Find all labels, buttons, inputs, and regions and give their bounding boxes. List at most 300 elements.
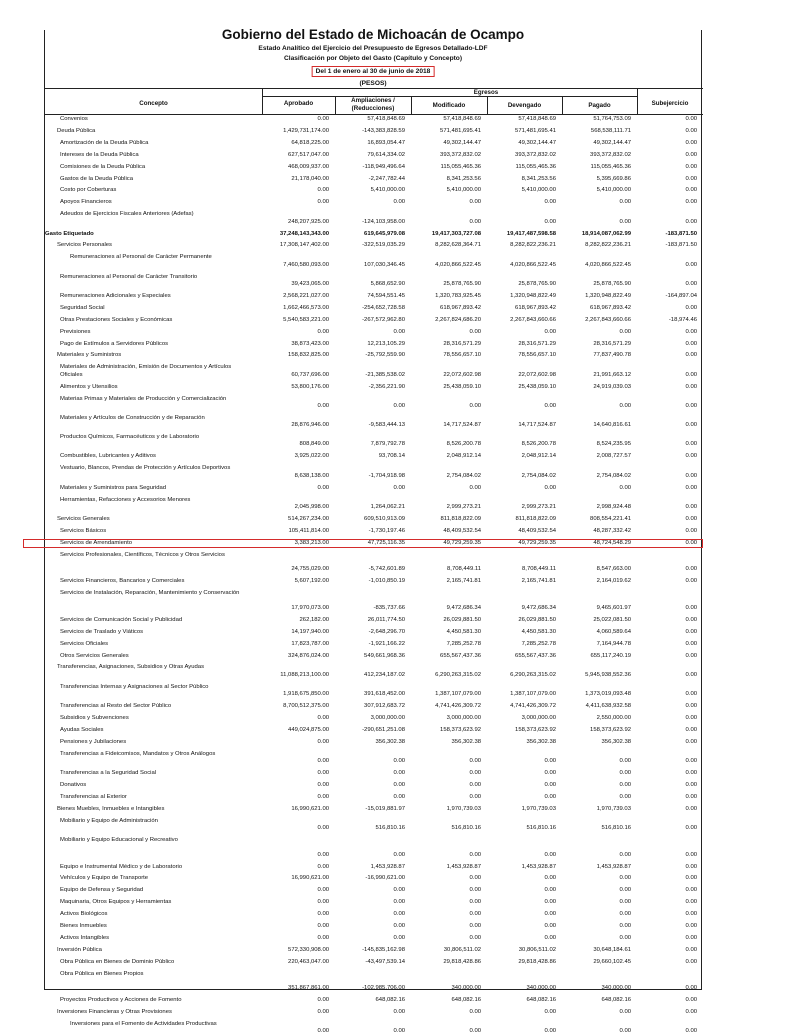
- value-cell-m: 356,302.38: [451, 738, 481, 745]
- value-cell-s: 0.00: [685, 484, 697, 491]
- value-cell-p: 5,395,669.86: [596, 175, 631, 182]
- value-cell-m: 0.00: [469, 757, 481, 764]
- value-cell-m: 4,741,426,309.72: [435, 703, 481, 709]
- value-cell-m: 5,410,000.00: [446, 187, 481, 194]
- value-cell-s: 0.00: [685, 628, 697, 635]
- value-cell-r: 7,879,792.78: [370, 441, 405, 448]
- col-subejercicio: Subejercicio: [651, 100, 689, 107]
- table-row: [45, 629, 701, 636]
- value-cell-d: 1,453,928.87: [521, 863, 556, 870]
- value-cell-d: 0.00: [544, 923, 556, 929]
- value-cell-r: 1,264,062.21: [370, 503, 405, 510]
- value-cell-a: 0.00: [317, 484, 329, 491]
- value-cell-p: 5,410,000.00: [596, 187, 631, 194]
- value-cell-m: 1,387,107,079.00: [435, 691, 481, 698]
- value-cell-s: 0.00: [685, 218, 697, 225]
- value-cell-d: 0.00: [544, 781, 556, 788]
- value-cell-s: 0.00: [685, 738, 697, 745]
- table-row: [45, 911, 701, 918]
- value-cell-m: 393,372,832.02: [440, 151, 481, 158]
- value-cell-s: 0.00: [685, 851, 697, 858]
- value-cell-d: 8,708,449.11: [522, 566, 556, 573]
- table-row: [45, 364, 701, 379]
- value-cell-m: 0.00: [469, 899, 481, 906]
- concepto-cell: Materiales y Suministros: [57, 352, 122, 359]
- table-row: [45, 116, 701, 123]
- value-cell-a: 0.00: [317, 199, 329, 206]
- value-cell-d: 30,806,511.02: [518, 946, 556, 953]
- value-cell-p: 356,302.38: [601, 738, 631, 745]
- value-cell-a: 38,873,423.00: [291, 340, 329, 347]
- value-cell-p: 2,550,000.00: [596, 714, 631, 721]
- value-cell-r: 12,213,105.29: [367, 340, 405, 347]
- value-cell-p: 51,764,753.09: [593, 116, 631, 122]
- value-cell-s: 0.00: [685, 997, 697, 1004]
- table-row: [45, 864, 701, 871]
- value-cell-r: 57,418,848.69: [367, 116, 405, 122]
- value-cell-p: 0.00: [619, 199, 631, 206]
- value-cell-d: 6,290,263,315.02: [510, 671, 556, 678]
- value-cell-p: 1,453,928.87: [596, 863, 631, 870]
- value-cell-a: 2,568,221,027.00: [283, 292, 329, 299]
- col-aprobado: Aprobado: [283, 100, 314, 107]
- value-cell-d: 8,341,253.56: [521, 175, 556, 182]
- value-cell-m: 4,020,866,522.45: [435, 261, 481, 268]
- concepto-cell: Servicios Profesionales, Científicos, Técnicos y Otros Servicios: [60, 551, 225, 558]
- concepto-cell: Bienes Inmuebles: [60, 923, 107, 929]
- value-cell-d: 28,316,571.29: [518, 340, 556, 347]
- value-cell-a: 39,423,065.00: [291, 280, 329, 287]
- value-cell-m: 8,282,628,364.71: [435, 242, 481, 249]
- concepto-cell: Materiales y Artículos de Construcción y de Reparación: [60, 414, 205, 421]
- value-cell-m: 19,417,303,727.08: [431, 230, 481, 237]
- value-cell-p: 0.00: [619, 911, 631, 918]
- concepto-cell: Equipo e Instrumental Médico y de Laboratorio: [60, 863, 183, 870]
- value-cell-m: 2,267,824,686.20: [435, 316, 481, 323]
- value-cell-d: 9,472,686.34: [521, 604, 556, 611]
- value-cell-m: 25,438,059.10: [443, 383, 481, 390]
- value-cell-m: 7,285,252.78: [446, 640, 481, 647]
- concepto-cell: Adeudos de Ejercicios Fiscales Anteriores (Adefas): [60, 211, 194, 218]
- value-cell-s: 0.00: [685, 714, 697, 721]
- value-cell-r: 0.00: [393, 757, 405, 764]
- value-cell-s: -164,897.04: [665, 292, 697, 299]
- value-cell-p: 2,998,924.48: [596, 503, 631, 510]
- value-cell-d: 115,055,465.36: [515, 163, 556, 170]
- value-cell-r: 3,000,000.00: [370, 714, 405, 721]
- concepto-cell: Mobiliario y Equipo Educacional y Recreativo: [60, 836, 178, 843]
- value-cell-a: 808,849.00: [299, 441, 329, 448]
- concepto-cell: Remuneraciones al Personal de Carácter Permanente: [70, 254, 212, 261]
- value-cell-d: 14,717,524.87: [518, 422, 556, 429]
- value-cell-p: 1,373,019,093.48: [585, 691, 631, 698]
- value-cell-p: 0.00: [619, 328, 631, 335]
- value-cell-a: 3,925,022.00: [294, 453, 329, 460]
- concepto-cell: Otras Prestaciones Sociales y Económicas: [60, 316, 173, 323]
- value-cell-d: 19,417,487,598.58: [506, 230, 556, 237]
- value-cell-r: 0.00: [393, 911, 405, 918]
- value-cell-d: 0.00: [544, 899, 556, 906]
- value-cell-m: 2,048,912.14: [446, 453, 481, 460]
- value-cell-a: 16,990,621.00: [291, 875, 329, 882]
- value-cell-a: 5,540,583,221.00: [283, 316, 329, 323]
- value-cell-p: 5,945,938,552.36: [585, 671, 631, 678]
- value-cell-r: 26,011,774.50: [367, 616, 405, 623]
- value-cell-p: 4,060,589.64: [596, 628, 631, 635]
- value-cell-a: 53,800,176.00: [291, 383, 329, 390]
- value-cell-m: 3,000,000.00: [446, 714, 481, 721]
- concepto-cell: Gasto Etiquetado: [45, 230, 94, 237]
- concepto-cell: Transferencias a la Seguridad Social: [60, 769, 157, 776]
- value-cell-m: 48,409,532.54: [443, 527, 481, 534]
- value-cell-s: 0.00: [685, 875, 697, 882]
- col-ampliaciones-label: Ampliaciones /: [351, 97, 395, 104]
- table-row: [45, 947, 701, 954]
- concepto-cell: Transferencias a Fideicomisos, Mandatos y Otros Análogos: [60, 750, 216, 757]
- value-cell-s: 0.00: [685, 578, 697, 585]
- table-row: [45, 971, 701, 993]
- value-cell-p: 2,164,019.62: [596, 578, 631, 585]
- value-cell-r: 549,661,968.36: [364, 652, 405, 659]
- report-subtitle: Estado Analítico del Ejercicio del Presupuesto de Egresos Detallado-LDF: [258, 45, 488, 52]
- value-cell-r: 391,618,452.00: [364, 691, 405, 698]
- value-cell-s: 0.00: [685, 1009, 697, 1016]
- value-cell-r: 0.00: [393, 899, 405, 906]
- col-reducciones-label: (Reducciones): [351, 104, 395, 112]
- value-cell-d: 393,372,832.02: [515, 151, 556, 158]
- value-cell-s: 0.00: [685, 527, 697, 534]
- table-row: [45, 176, 701, 183]
- value-cell-m: 1,320,783,925.45: [435, 292, 481, 299]
- concepto-cell: Servicios de Arrendamiento: [60, 539, 133, 546]
- value-cell-s: 0.00: [685, 127, 697, 134]
- value-cell-m: 49,302,144.47: [443, 139, 481, 146]
- value-cell-r: -16,990,621.00: [365, 875, 405, 882]
- table-row: [45, 794, 701, 801]
- value-cell-p: 25,022,081.50: [593, 616, 631, 623]
- table-row: [45, 818, 701, 833]
- value-cell-s: 0.00: [685, 703, 697, 709]
- value-cell-r: 0.00: [393, 328, 405, 335]
- value-cell-r: -43,497,539.14: [365, 958, 405, 965]
- value-cell-a: 0.00: [317, 402, 329, 409]
- concepto-cell: Combustibles, Lubricantes y Aditivos: [60, 453, 156, 460]
- value-cell-d: 0.00: [544, 328, 556, 335]
- table-row: [45, 254, 701, 269]
- value-cell-p: 0.00: [619, 781, 631, 788]
- value-cell-p: 48,287,332.42: [593, 527, 631, 534]
- value-cell-r: 93,708.14: [378, 453, 405, 460]
- value-cell-p: 0.00: [619, 1009, 631, 1016]
- concepto-cell: Proyectos Productivos y Acciones de Fomento: [60, 997, 182, 1004]
- value-cell-r: 16,893,054.47: [367, 139, 405, 146]
- value-cell-m: 0.00: [469, 199, 481, 206]
- value-cell-a: 16,990,621.00: [291, 805, 329, 812]
- value-cell-s: 0.00: [685, 566, 697, 573]
- value-cell-r: 0.00: [393, 934, 405, 941]
- concepto-cell: Transferencias al Exterior: [60, 793, 127, 800]
- report-period: Del 1 de enero al 30 de junio de 2018: [312, 66, 435, 77]
- value-cell-a: 11,088,213,100.00: [280, 671, 329, 678]
- value-cell-s: 0.00: [685, 383, 697, 390]
- table-row: [45, 384, 701, 391]
- table-row: [45, 516, 701, 523]
- value-cell-d: 618,967,893.42: [515, 304, 556, 311]
- value-cell-r: 648,082.16: [375, 997, 405, 1004]
- value-cell-r: 1,453,928.87: [370, 863, 405, 870]
- concepto-cell: Remuneraciones al Personal de Carácter Transitorio: [60, 273, 198, 280]
- col-ampliaciones: [335, 97, 411, 112]
- value-cell-p: 0.00: [619, 757, 631, 764]
- value-cell-r: -2,247,782.44: [368, 175, 405, 182]
- value-cell-r: 47,725,116.35: [367, 539, 405, 546]
- value-cell-p: 18,914,087,062.99: [581, 230, 631, 237]
- value-cell-m: 0.00: [469, 402, 481, 409]
- value-cell-s: 0.00: [685, 671, 697, 678]
- table-row: [45, 152, 701, 159]
- value-cell-r: -118,949,496.64: [362, 163, 405, 170]
- table-row: [45, 396, 701, 411]
- value-cell-r: -15,019,881.97: [365, 805, 405, 812]
- value-cell-d: 0.00: [544, 875, 556, 882]
- concepto-cell: Transferencias al Resto del Sector Público: [60, 703, 172, 709]
- value-cell-p: 0.00: [619, 218, 631, 225]
- table-row: [45, 211, 701, 226]
- col-modificado: Modificado: [432, 102, 466, 109]
- value-cell-a: 449,024,875.00: [288, 726, 329, 733]
- value-cell-a: 220,463,047.00: [288, 958, 329, 965]
- value-cell-r: 412,234,187.02: [364, 671, 405, 678]
- value-cell-p: 393,372,832.02: [590, 151, 631, 158]
- table-row: [45, 231, 701, 238]
- value-cell-s: 0.00: [685, 616, 697, 623]
- concepto-cell: Vehículos y Equipo de Transporte: [60, 875, 149, 882]
- value-cell-m: 8,526,200.78: [446, 441, 481, 448]
- value-cell-d: 48,409,532.54: [518, 527, 556, 534]
- value-cell-r: 79,614,334.02: [367, 151, 405, 158]
- value-cell-s: 0.00: [685, 887, 697, 894]
- table-row: [45, 187, 701, 194]
- value-cell-s: 0.00: [685, 175, 697, 182]
- table-row: [45, 997, 701, 1004]
- table-row: [45, 703, 701, 710]
- concepto-cell: Costo por Coberturas: [60, 187, 117, 194]
- value-cell-a: 0.00: [317, 116, 329, 122]
- value-cell-s: -183,871.50: [665, 242, 697, 249]
- value-cell-a: 0.00: [317, 738, 329, 745]
- value-cell-m: 648,082.16: [451, 997, 481, 1004]
- concepto-cell: Activos Intangibles: [60, 934, 110, 941]
- value-cell-s: -18,974.46: [668, 316, 697, 323]
- value-cell-m: 22,072,602.98: [443, 371, 481, 378]
- value-cell-r: 307,912,683.72: [364, 703, 405, 709]
- value-cell-d: 4,741,426,309.72: [510, 703, 556, 709]
- value-cell-s: 0.00: [685, 503, 697, 510]
- value-cell-a: 8,700,512,375.00: [283, 703, 329, 709]
- value-cell-a: 17,308,147,402.00: [279, 242, 329, 249]
- value-cell-d: 1,970,739.03: [521, 805, 556, 812]
- value-cell-m: 0.00: [469, 793, 481, 800]
- value-cell-a: 468,009,937.00: [288, 163, 329, 170]
- table-row: [45, 317, 701, 324]
- concepto-cell: Servicios Generales: [57, 515, 110, 522]
- value-cell-p: 516,810.16: [601, 824, 631, 831]
- concepto-cell: Servicios Personales: [57, 242, 113, 249]
- value-cell-m: 30,806,511.02: [443, 946, 481, 953]
- value-cell-m: 0.00: [469, 875, 481, 882]
- value-cell-a: 0.00: [317, 934, 329, 941]
- value-cell-r: -102,985,706.00: [362, 985, 405, 992]
- value-cell-d: 158,373,623.92: [515, 726, 556, 733]
- value-cell-m: 57,418,848.69: [443, 116, 481, 122]
- value-cell-s: 0.00: [685, 769, 697, 776]
- concepto-cell: Maquinaria, Otros Equipos y Herramientas: [60, 899, 172, 906]
- value-cell-p: 0.00: [619, 934, 631, 941]
- table-row: [45, 590, 701, 612]
- value-cell-d: 0.00: [544, 934, 556, 941]
- table-row: [45, 739, 701, 746]
- value-cell-m: 1,970,739.03: [446, 805, 481, 812]
- value-cell-s: 0.00: [685, 757, 697, 764]
- report-units: (PESOS): [359, 80, 387, 87]
- value-cell-s: 0.00: [685, 163, 697, 170]
- value-cell-p: 568,538,111.71: [590, 127, 631, 134]
- value-cell-s: 0.00: [685, 539, 697, 546]
- value-cell-a: 0.00: [317, 793, 329, 800]
- value-cell-p: 14,640,816.61: [593, 422, 631, 429]
- table-row: [45, 329, 701, 336]
- value-cell-d: 7,285,252.78: [521, 640, 556, 647]
- table-row: [45, 806, 701, 813]
- value-cell-r: -145,835,162.98: [362, 946, 405, 953]
- value-cell-r: -2,356,221.90: [368, 383, 405, 390]
- value-cell-p: 8,282,822,236.21: [585, 242, 631, 249]
- value-cell-a: 0.00: [317, 887, 329, 894]
- value-cell-d: 571,481,695.41: [515, 127, 556, 134]
- value-cell-p: 21,991,663.12: [593, 371, 631, 378]
- value-cell-m: 28,316,571.29: [443, 340, 481, 347]
- table-row: [45, 875, 701, 882]
- value-cell-s: 0.00: [685, 923, 697, 929]
- value-cell-a: 0.00: [317, 997, 329, 1004]
- value-cell-p: 0.00: [619, 899, 631, 906]
- value-cell-r: -1,921,166.22: [368, 640, 405, 647]
- value-cell-s: 0.00: [685, 371, 697, 378]
- concepto-cell: Intereses de la Deuda Pública: [60, 151, 139, 158]
- value-cell-m: 1,453,928.87: [446, 863, 481, 870]
- value-cell-p: 28,316,571.29: [593, 340, 631, 347]
- table-row: [45, 497, 701, 512]
- table-row: [45, 641, 701, 648]
- concepto-cell: Convenios: [60, 116, 88, 122]
- value-cell-a: 0.00: [317, 899, 329, 906]
- value-cell-d: 4,020,866,522.45: [510, 261, 556, 268]
- value-cell-m: 571,481,695.41: [440, 127, 481, 134]
- value-cell-s: 0.00: [685, 515, 697, 522]
- value-cell-s: 0.00: [685, 793, 697, 800]
- value-cell-p: 0.00: [619, 402, 631, 409]
- value-cell-r: 609,510,913.09: [364, 515, 405, 522]
- value-cell-p: 48,724,548.29: [593, 539, 631, 546]
- value-cell-m: 115,055,465.36: [440, 163, 481, 170]
- value-cell-a: 8,638,138.00: [294, 472, 329, 479]
- table-row: [45, 887, 701, 894]
- value-cell-p: 158,373,623.92: [590, 726, 631, 733]
- value-cell-s: 0.00: [685, 139, 697, 146]
- value-cell-r: 0.00: [393, 484, 405, 491]
- value-cell-m: 2,165,741.81: [446, 578, 481, 585]
- value-cell-p: 25,878,765.90: [593, 280, 631, 287]
- value-cell-s: 0.00: [685, 640, 697, 647]
- value-cell-m: 811,818,822.09: [440, 515, 481, 522]
- value-cell-r: 0.00: [393, 402, 405, 409]
- concepto-cell: Donativos: [60, 781, 87, 788]
- value-cell-r: -2,648,296.70: [368, 628, 405, 635]
- value-cell-a: 627,517,047.00: [288, 151, 329, 158]
- value-cell-p: 648,082.16: [601, 997, 631, 1004]
- value-cell-p: 24,919,039.03: [593, 383, 631, 390]
- value-cell-s: 0.00: [685, 261, 697, 268]
- concepto-cell: Inversión Pública: [57, 946, 102, 953]
- value-cell-r: 356,302.38: [375, 738, 405, 745]
- concepto-cell: Comisiones de la Deuda Pública: [60, 163, 146, 170]
- value-cell-r: -5,742,601.89: [368, 566, 405, 573]
- value-cell-r: -1,704,918.98: [368, 472, 405, 479]
- table-row: [45, 578, 701, 585]
- value-cell-a: 60,737,696.00: [291, 371, 329, 378]
- value-cell-d: 0.00: [544, 851, 556, 858]
- value-cell-r: 619,645,979.08: [364, 230, 405, 237]
- value-cell-d: 0.00: [544, 1028, 556, 1035]
- value-cell-m: 0.00: [469, 781, 481, 788]
- value-cell-a: 3,383,213.00: [294, 539, 329, 546]
- col-concepto: Concepto: [139, 100, 168, 107]
- table-row: [45, 434, 701, 449]
- concepto-cell: Herramientas, Refacciones y Accesorios Menores: [60, 496, 191, 503]
- concepto-cell: Servicios de Traslado y Viáticos: [60, 628, 144, 635]
- concepto-cell: Deuda Pública: [57, 127, 96, 134]
- table-row: [45, 653, 701, 660]
- value-cell-d: 8,526,200.78: [521, 441, 556, 448]
- value-cell-r: 0.00: [393, 199, 405, 206]
- table-row: [45, 352, 701, 359]
- concepto-cell: Obra Pública en Bienes de Dominio Público: [60, 958, 175, 965]
- table-row: [45, 899, 701, 906]
- value-cell-s: 0.00: [685, 899, 697, 906]
- value-cell-d: 78,556,657.10: [518, 352, 556, 359]
- concepto-cell: Productos Químicos, Farmacéuticos y de Laboratorio: [60, 434, 200, 441]
- value-cell-r: -254,652,728.58: [362, 304, 405, 311]
- value-cell-m: 9,472,686.34: [446, 604, 481, 611]
- table-row: [45, 274, 701, 289]
- value-cell-m: 0.00: [469, 328, 481, 335]
- table-row: [45, 727, 701, 734]
- value-cell-r: 74,594,551.45: [367, 292, 405, 299]
- value-cell-a: 64,818,225.00: [291, 139, 329, 146]
- value-cell-p: 115,055,465.36: [590, 163, 631, 170]
- value-cell-s: 0.00: [685, 199, 697, 206]
- value-cell-d: 0.00: [544, 911, 556, 918]
- concepto-cell: Gastos de la Deuda Pública: [60, 175, 134, 182]
- concepto-cell: Inversiones para el Fomento de Actividades Productivas: [70, 1021, 217, 1028]
- value-cell-m: 0.00: [469, 851, 481, 858]
- value-cell-s: 0.00: [685, 304, 697, 311]
- value-cell-d: 1,387,107,079.00: [510, 691, 556, 698]
- value-cell-p: 8,547,663.00: [596, 566, 631, 573]
- concepto-cell: Servicios de Instalación, Reparación, Mantenimiento y Conservación: [60, 590, 240, 597]
- value-cell-s: 0.00: [685, 781, 697, 788]
- table-row: [45, 199, 701, 206]
